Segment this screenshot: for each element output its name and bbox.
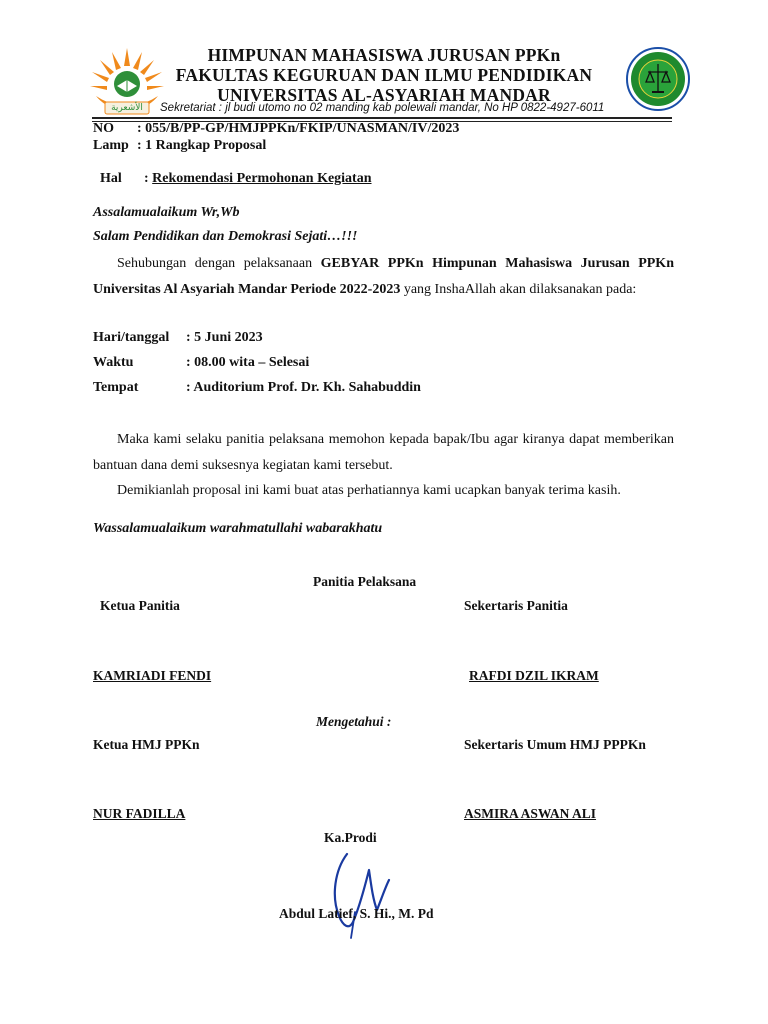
hmj-secretary-name: ASMIRA ASWAN ALI <box>464 806 597 821</box>
event-place-value: : Auditorium Prof. Dr. Kh. Sahabuddin <box>186 380 421 395</box>
secretary-name: RAFDI DZIL IKRAM <box>469 668 599 683</box>
event-date-label: Hari/tanggal <box>93 330 170 345</box>
secretary-title: Sekertaris Panitia <box>464 598 568 613</box>
header-line-3: UNIVERSITAS AL-ASYARIAH MANDAR <box>217 85 551 105</box>
chair-name: KAMRIADI FENDI <box>93 668 212 683</box>
event-time-row <box>93 355 309 371</box>
event-time-label: Waktu <box>93 355 134 370</box>
body-paragraph-3: Demikianlah proposal ini kami buat atas perhatiannya kami ucapkan banyak terima kasih. <box>117 483 621 498</box>
left-logo-script: الأشعرية <box>111 103 143 113</box>
body-paragraph-1 <box>93 251 674 302</box>
attachment-value: : 1 Rangkap Proposal <box>137 138 267 153</box>
closing-salam: Wassalamualaikum warahmatullahi wabarakhatu <box>93 521 383 536</box>
acknowledge-label: Mengetahui : <box>316 714 392 729</box>
subject-value: Rekomendasi Permohonan Kegiatan <box>152 171 372 186</box>
event-place-label: Tempat <box>93 380 139 395</box>
header-line-2: FAKULTAS KEGURUAN DAN ILMU PENDIDIKAN <box>175 65 593 85</box>
paragraph-1-start: Sehubungan dengan pelaksanaan <box>117 256 321 271</box>
hmj-chair-title: Ketua HMJ PPKn <box>93 737 200 752</box>
letter-number-row <box>93 121 459 137</box>
hmj-secretary-title: Sekertaris Umum HMJ PPPKn <box>464 737 646 752</box>
event-time-value: : 08.00 wita – Selesai <box>186 355 310 370</box>
kaprodi-title: Ka.Prodi <box>324 830 377 845</box>
greeting-salam: Assalamualaikum Wr,Wb <box>93 205 240 220</box>
event-date-value: : 5 Juni 2023 <box>186 330 263 345</box>
committee-title: Panitia Pelaksana <box>313 574 417 589</box>
event-date-row <box>93 330 263 346</box>
greeting-motto: Salam Pendidikan dan Demokrasi Sejati…!!! <box>93 229 358 244</box>
hmj-chair-name: NUR FADILLA <box>93 806 186 821</box>
subject-label: Hal <box>100 171 122 186</box>
chair-title: Ketua Panitia <box>100 598 180 613</box>
kaprodi-name: Abdul Latief, S. Hi., M. Pd <box>279 906 434 921</box>
kaprodi-signature <box>325 850 395 940</box>
body-paragraph-2: Maka kami selaku panitia pelaksana memohon kepada bapak/Ibu agar kiranya dapat memberikan bantuan dana demi suksesnya kegiatan kami tersebut. <box>93 432 674 473</box>
letter-number-value: : 055/B/PP-GP/HMJPPKn/FKIP/UNASMAN/IV/2023 <box>137 121 460 136</box>
letter-number-label: NO <box>93 121 114 136</box>
event-place-row <box>93 380 421 396</box>
header-line-1: HIMPUNAN MAHASISWA JURUSAN PPKn <box>207 45 561 65</box>
attachment-label: Lamp <box>93 138 129 153</box>
paragraph-1-event: GEBYAR PPKn Himpunan Mahasiswa Jurusan PPKn Universitas Al Asyariah Mandar Periode 2022-2023 <box>93 256 674 297</box>
attachment-row <box>93 138 266 154</box>
subject-colon: : <box>144 171 153 186</box>
paragraph-1-end: yang InshaAllah akan dilaksanakan pada: <box>400 281 637 297</box>
header-rule-thick <box>92 117 672 119</box>
header-address: Sekretariat : jl budi utomo no 02 manding kab polewali mandar, No HP 0822-4927-6011 <box>160 102 605 114</box>
subject-row <box>93 155 372 187</box>
